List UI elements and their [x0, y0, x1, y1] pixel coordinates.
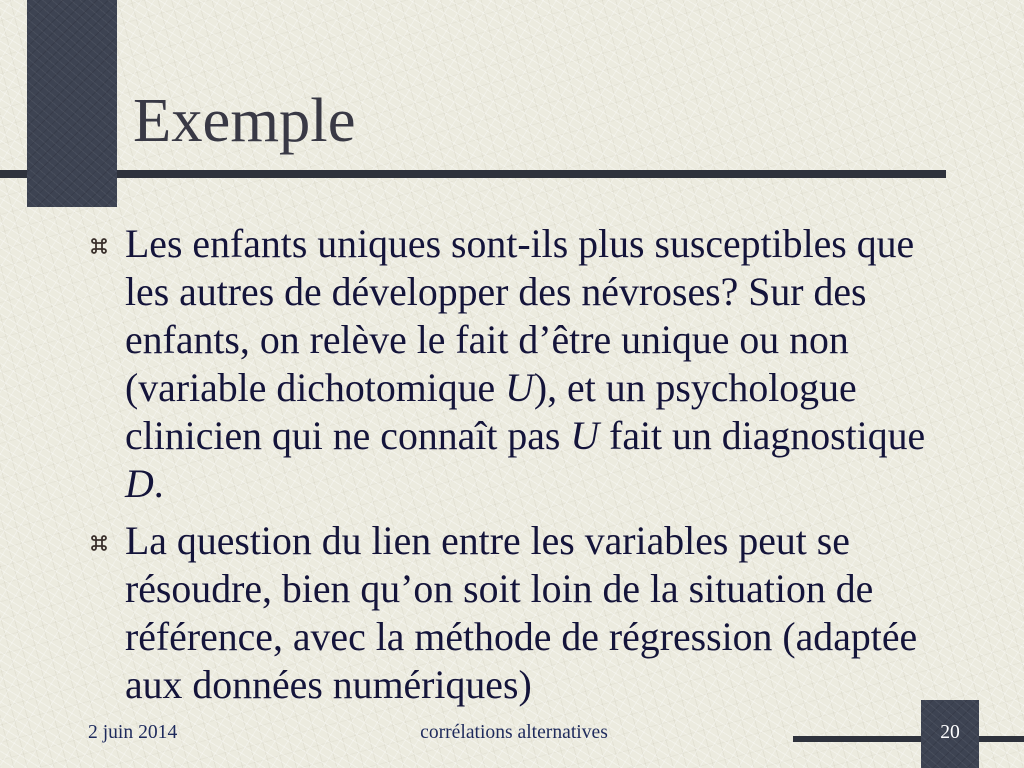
bullet-line: résoudre, bien qu’on soit loin de la situation de — [125, 567, 874, 611]
footer-title: corrélations alternatives — [420, 722, 608, 743]
bullet-line — [125, 460, 925, 508]
bullet-line: les autres de développer des névroses? Sur des — [125, 270, 867, 314]
line-text: fait un diagnostique — [599, 414, 926, 458]
variable-u: U — [505, 366, 534, 410]
footer-date: 2 juin 2014 — [88, 722, 178, 743]
line-text: (variable dichotomique — [125, 366, 506, 410]
variable-d: D — [125, 462, 154, 506]
command-symbol-icon — [90, 237, 108, 255]
bullet-line — [125, 412, 925, 460]
bullet-text — [125, 517, 917, 709]
command-symbol-icon — [90, 534, 108, 552]
slide-number-box — [921, 700, 979, 768]
footer-rule — [793, 736, 1024, 742]
bullet-line: enfants, on relève le fait d’être unique ou non — [125, 318, 849, 362]
decorative-block — [27, 0, 117, 207]
slide-title: Exemple — [133, 85, 356, 155]
variable-u: U — [570, 414, 600, 458]
bullet-line: Les enfants uniques sont-ils plus susceptibles que — [125, 222, 915, 266]
slide-number: 20 — [940, 722, 960, 743]
bullet-line: La question du lien entre les variables peut se — [125, 519, 850, 563]
line-text: ), et un psychologue — [533, 366, 857, 410]
title-rule — [0, 170, 946, 178]
bullet-line — [125, 364, 925, 412]
line-text: clinicien qui ne connaît pas — [125, 414, 571, 458]
bullet-line: référence, avec la méthode de régression (adaptée — [125, 615, 918, 659]
line-text: . — [153, 462, 164, 506]
bullet-line: aux données numériques) — [125, 663, 532, 707]
bullet-text — [125, 220, 925, 508]
